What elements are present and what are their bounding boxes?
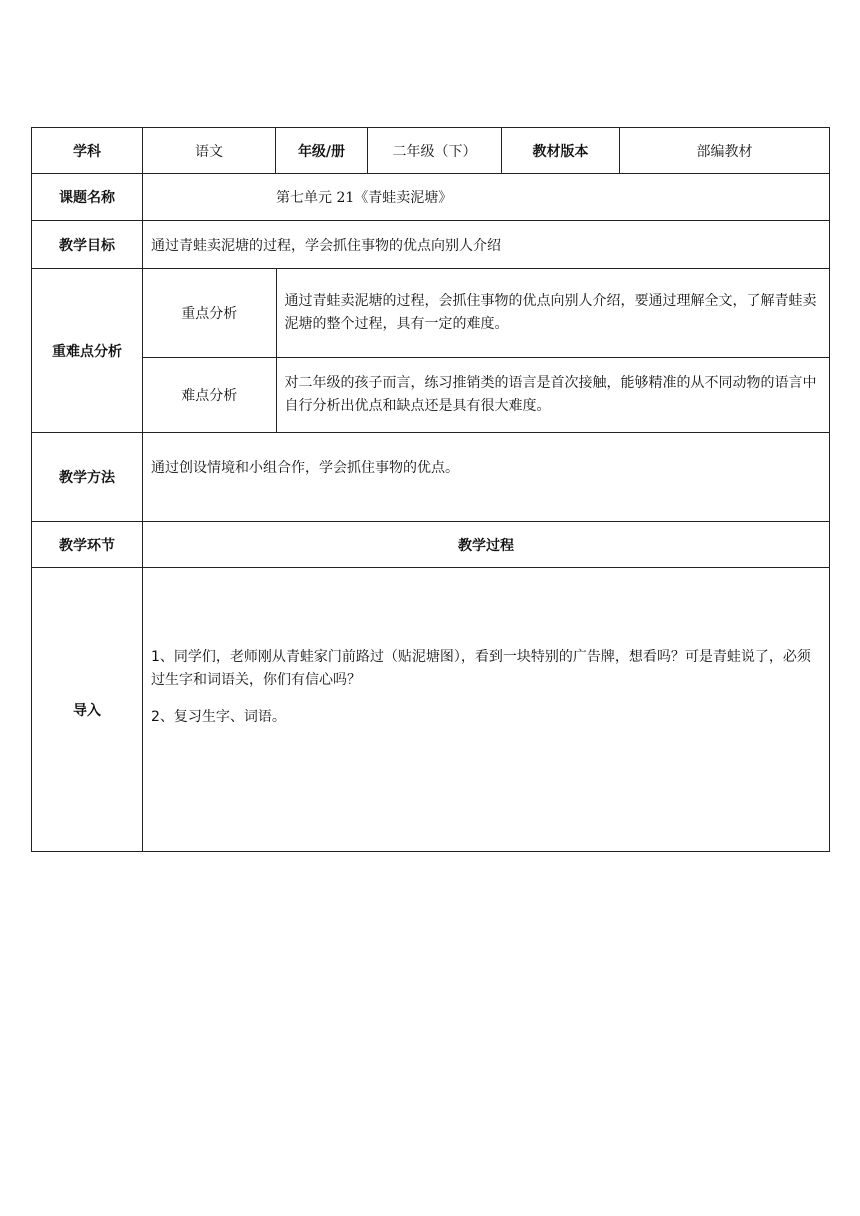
intro-item-2: 2、复习生字、词语。 bbox=[151, 709, 286, 725]
topic-row bbox=[32, 174, 830, 221]
lesson-plan-table bbox=[31, 127, 830, 852]
method-label: 教学方法 bbox=[32, 433, 143, 522]
stage-header: 教学环节 bbox=[32, 522, 143, 568]
intro-content bbox=[143, 568, 830, 852]
analysis-row bbox=[32, 269, 830, 433]
goal-label: 教学目标 bbox=[32, 221, 143, 269]
topic-value: 第七单元 21《青蛙卖泥塘》 bbox=[143, 174, 830, 221]
process-header: 教学过程 bbox=[143, 522, 830, 568]
method-value: 通过创设情境和小组合作，学会抓住事物的优点。 bbox=[143, 433, 830, 522]
goal-value: 通过青蛙卖泥塘的过程，学会抓住事物的优点向别人介绍 bbox=[143, 221, 830, 269]
subject-label: 学科 bbox=[32, 128, 143, 174]
key-point-text: 通过青蛙卖泥塘的过程，会抓住事物的优点向别人介绍，要通过理解全文，了解青蛙卖泥塘的整个过程，具有一定的难度。 bbox=[284, 292, 817, 332]
intro-label: 导入 bbox=[32, 568, 143, 852]
grade-value: 二年级（下） bbox=[368, 128, 502, 174]
difficulty-label: 难点分析 bbox=[143, 357, 276, 432]
topic-label: 课题名称 bbox=[32, 174, 143, 221]
info-row bbox=[32, 128, 830, 174]
grade-label: 年级/册 bbox=[276, 128, 368, 174]
intro-row bbox=[32, 568, 830, 852]
edition-label: 教材版本 bbox=[502, 128, 620, 174]
method-row bbox=[32, 433, 830, 522]
process-header-row bbox=[32, 522, 830, 568]
key-point-label: 重点分析 bbox=[143, 269, 276, 357]
analysis-label: 重难点分析 bbox=[32, 269, 143, 433]
goal-row bbox=[32, 221, 830, 269]
intro-item-1: 1、同学们，老师刚从青蛙家门前路过（贴泥塘图），看到一块特别的广告牌，想看吗？可是青蛙说了，必须过生字和词语关，你们有信心吗？ bbox=[151, 649, 811, 688]
subject-value: 语文 bbox=[143, 128, 276, 174]
edition-value: 部编教材 bbox=[620, 128, 830, 174]
analysis-subtable bbox=[143, 269, 829, 432]
difficulty-text: 对二年级的孩子而言，练习推销类的语言是首次接触，能够精准的从不同动物的语言中自行分析出优点和缺点还是具有很大难度。 bbox=[276, 357, 829, 432]
